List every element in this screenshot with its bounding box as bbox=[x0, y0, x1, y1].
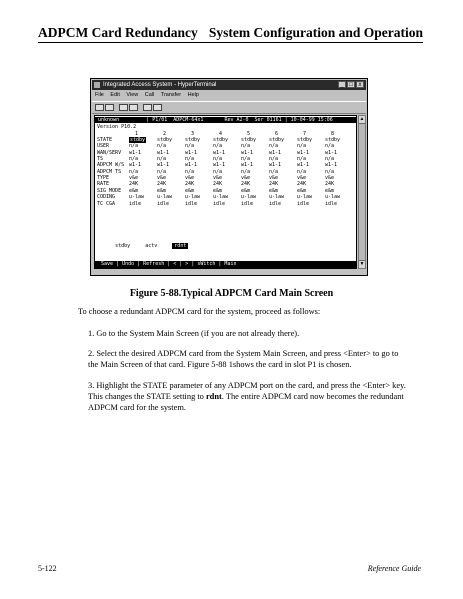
parameter-label: CODING bbox=[97, 194, 116, 201]
parameter-value[interactable]: u-law bbox=[325, 194, 341, 201]
rdnt-emphasis: rdnt bbox=[205, 392, 222, 401]
menu-edit[interactable]: Edit bbox=[110, 92, 120, 98]
parameter-value[interactable]: v&e bbox=[185, 175, 195, 182]
parameter-value[interactable]: e&m bbox=[185, 187, 195, 194]
parameter-value[interactable]: u-law bbox=[241, 194, 257, 201]
parameter-value[interactable]: w1-1 bbox=[185, 162, 198, 169]
parameter-label: WAN/SERV bbox=[97, 149, 122, 156]
parameter-label: TS bbox=[97, 156, 104, 163]
parameter-label: RATE bbox=[97, 181, 110, 188]
parameter-row bbox=[97, 201, 355, 207]
parameter-label: ADPCM TS bbox=[97, 168, 122, 175]
step-3-text: 3. Highlight the STATE parameter of any ADPCM port on the card, and press the <Enter> key. This changes the STATE setting to rdnt. The entire ADPCM card now becomes the redundant ADPCM card for the system. bbox=[88, 381, 406, 412]
header-rule bbox=[38, 42, 423, 43]
parameter-value[interactable]: e&m bbox=[213, 187, 223, 194]
app-icon bbox=[94, 82, 100, 88]
parameter-value[interactable]: n/a bbox=[325, 156, 335, 163]
parameter-value[interactable]: idle bbox=[129, 200, 142, 207]
parameter-label: STATE bbox=[97, 137, 113, 143]
parameter-value[interactable]: stdby bbox=[269, 137, 285, 143]
minimize-button[interactable]: _ bbox=[338, 81, 346, 88]
parameter-value[interactable]: w1-1 bbox=[157, 162, 170, 169]
window-titlebar bbox=[92, 80, 366, 90]
new-icon[interactable] bbox=[95, 104, 104, 111]
option-stdby[interactable]: stdby bbox=[115, 243, 131, 250]
parameter-value[interactable]: 24K bbox=[325, 181, 335, 188]
parameter-value[interactable]: idle bbox=[297, 200, 310, 207]
parameter-value[interactable]: idle bbox=[325, 200, 338, 207]
column-number: 5 bbox=[247, 130, 251, 137]
parameter-label: ADPCM W/S bbox=[97, 162, 125, 169]
column-number: 7 bbox=[303, 130, 307, 137]
menu-call[interactable]: Call bbox=[144, 92, 155, 98]
parameter-value[interactable]: e&m bbox=[157, 187, 167, 194]
terminal-top-line: unknown | P1/01 ADPCM-64x1 Rev A2-0 Ser 01161 | 10-04-99 15:06 bbox=[95, 117, 356, 123]
header-chapter-title: System Configuration and Operation bbox=[208, 25, 423, 40]
send-icon[interactable] bbox=[143, 104, 152, 111]
parameter-value[interactable]: n/a bbox=[297, 156, 307, 163]
parameter-value[interactable]: idle bbox=[269, 200, 282, 207]
parameter-value[interactable]: w1-1 bbox=[241, 162, 254, 169]
vertical-scrollbar[interactable] bbox=[358, 115, 366, 269]
column-number: 3 bbox=[191, 130, 195, 137]
column-number: 2 bbox=[163, 130, 167, 137]
book-title: Reference Guide bbox=[367, 564, 421, 573]
menu-file[interactable]: File bbox=[95, 92, 104, 98]
parameter-value[interactable]: n/a bbox=[129, 156, 139, 163]
maximize-button[interactable]: □ bbox=[347, 81, 355, 88]
parameter-value[interactable]: n/a bbox=[185, 143, 195, 150]
toolbar bbox=[92, 101, 366, 114]
option-actv[interactable]: actv bbox=[145, 243, 158, 250]
parameter-value[interactable]: w1-1 bbox=[185, 149, 198, 156]
parameter-value[interactable]: stdby bbox=[325, 137, 341, 143]
parameter-label: TC CGA bbox=[97, 200, 116, 207]
page-number: 5-122 bbox=[38, 564, 57, 573]
parameter-value[interactable]: w1-1 bbox=[157, 149, 170, 156]
terminal-screen[interactable] bbox=[94, 115, 357, 269]
parameter-value[interactable]: w1-1 bbox=[213, 149, 226, 156]
parameter-value[interactable]: n/a bbox=[157, 156, 167, 163]
figure-caption: Figure 5-88.Typical ADPCM Card Main Screen bbox=[129, 288, 334, 299]
parameter-value[interactable]: u-law bbox=[213, 194, 229, 201]
parameter-value[interactable]: idle bbox=[185, 200, 198, 207]
parameter-value[interactable]: n/a bbox=[185, 168, 195, 175]
menu-transfer[interactable]: Transfer bbox=[160, 92, 182, 98]
parameter-value[interactable]: n/a bbox=[269, 143, 279, 150]
parameter-label: SIG MODE bbox=[97, 187, 122, 194]
parameter-value[interactable]: n/a bbox=[297, 143, 307, 150]
parameter-value[interactable]: n/a bbox=[297, 168, 307, 175]
parameter-value[interactable]: v&e bbox=[213, 175, 223, 182]
parameter-value[interactable]: n/a bbox=[241, 156, 251, 163]
parameter-value[interactable]: w1-1 bbox=[297, 162, 310, 169]
parameter-value[interactable]: n/a bbox=[269, 156, 279, 163]
parameter-value[interactable]: stdby bbox=[213, 137, 229, 143]
parameter-label: USER bbox=[97, 143, 110, 150]
parameter-value[interactable]: v&e bbox=[325, 175, 335, 182]
step-2: 2. Select the desired ADPCM card from the System Main Screen, and press <Enter> to go to the Main Screen of that card. Figure 5-88 1shows the card in slot P1 is chosen. bbox=[88, 349, 399, 369]
parameter-value[interactable]: n/a bbox=[213, 156, 223, 163]
column-number: 4 bbox=[219, 130, 223, 137]
parameter-value[interactable]: 24K bbox=[185, 181, 195, 188]
parameter-value[interactable]: e&m bbox=[297, 187, 307, 194]
column-number: 1 bbox=[135, 130, 139, 137]
header-section-title: ADPCM Card Redundancy bbox=[38, 25, 198, 40]
parameter-value[interactable]: n/a bbox=[213, 168, 223, 175]
parameter-label: TYPE bbox=[97, 175, 110, 182]
parameter-value[interactable]: u-law bbox=[157, 194, 173, 201]
receive-icon[interactable] bbox=[153, 104, 162, 111]
disconnect-icon[interactable] bbox=[119, 104, 128, 111]
parameter-value[interactable]: v&e bbox=[269, 175, 279, 182]
parameter-value[interactable]: u-law bbox=[297, 194, 313, 201]
parameter-value[interactable]: n/a bbox=[185, 156, 195, 163]
parameter-value[interactable]: u-law bbox=[269, 194, 285, 201]
parameter-value[interactable]: n/a bbox=[269, 168, 279, 175]
parameter-value[interactable]: n/a bbox=[129, 143, 139, 150]
command-bar[interactable]: Save | Undo | Refresh | < | > | sWitch | Main bbox=[95, 261, 356, 268]
parameter-value[interactable]: n/a bbox=[157, 168, 167, 175]
scroll-up-icon[interactable]: ▲ bbox=[359, 117, 365, 122]
parameter-value[interactable]: n/a bbox=[157, 143, 167, 150]
column-number: 6 bbox=[275, 130, 279, 137]
parameter-value[interactable]: w1-1 bbox=[297, 149, 310, 156]
parameter-value[interactable]: n/a bbox=[241, 143, 251, 150]
parameter-value[interactable]: e&m bbox=[325, 187, 335, 194]
parameter-value[interactable]: stdby bbox=[241, 137, 257, 143]
close-button[interactable]: x bbox=[356, 81, 364, 88]
parameter-value[interactable]: n/a bbox=[129, 168, 139, 175]
properties-icon[interactable] bbox=[129, 104, 138, 111]
parameter-value[interactable]: stdby bbox=[157, 137, 173, 143]
parameter-value[interactable]: 24K bbox=[269, 181, 279, 188]
parameter-value[interactable]: 24K bbox=[241, 181, 251, 188]
state-options bbox=[97, 237, 188, 256]
hyperterminal-window bbox=[90, 78, 368, 276]
parameter-value[interactable]: w1-1 bbox=[241, 149, 254, 156]
parameter-value[interactable]: 24K bbox=[129, 181, 139, 188]
parameter-value[interactable]: v&e bbox=[241, 175, 251, 182]
menu-view[interactable]: View bbox=[126, 92, 139, 98]
parameter-value[interactable]: n/a bbox=[325, 143, 335, 150]
parameter-value[interactable]: idle bbox=[157, 200, 170, 207]
parameter-value[interactable]: u-law bbox=[129, 194, 145, 201]
intro-paragraph: To choose a redundant ADPCM card for the system, proceed as follows: bbox=[78, 307, 321, 316]
parameter-value[interactable]: n/a bbox=[325, 168, 335, 175]
parameter-value[interactable]: w1-1 bbox=[129, 162, 142, 169]
parameter-value[interactable]: w1-1 bbox=[129, 149, 142, 156]
parameter-value[interactable]: stdby bbox=[297, 137, 313, 143]
parameter-value[interactable]: n/a bbox=[213, 143, 223, 150]
open-icon[interactable] bbox=[105, 104, 114, 111]
parameter-value[interactable]: v&e bbox=[297, 175, 307, 182]
parameter-value[interactable]: w1-1 bbox=[325, 162, 338, 169]
version-line: Version P10.2 bbox=[97, 124, 137, 130]
window-title: Integrated Access System - HyperTerminal bbox=[103, 82, 217, 88]
parameter-value[interactable]: u-law bbox=[185, 194, 201, 201]
parameter-value[interactable]: e&m bbox=[269, 187, 279, 194]
step-3 bbox=[88, 380, 408, 413]
parameter-value[interactable]: idle bbox=[241, 200, 254, 207]
parameter-value[interactable]: w1-1 bbox=[213, 162, 226, 169]
parameter-value[interactable]: w1-1 bbox=[269, 149, 282, 156]
parameter-value[interactable]: idle bbox=[213, 200, 226, 207]
menu-help[interactable]: Help bbox=[187, 92, 199, 98]
parameter-value[interactable]: w1-1 bbox=[325, 149, 338, 156]
step-1: 1. Go to the System Main Screen (if you are not already there). bbox=[88, 329, 300, 338]
parameter-value[interactable]: 24K bbox=[297, 181, 307, 188]
parameter-value[interactable]: n/a bbox=[241, 168, 251, 175]
scroll-down-icon[interactable]: ▼ bbox=[359, 262, 365, 267]
menu-bar bbox=[92, 91, 366, 100]
column-number: 8 bbox=[331, 130, 335, 137]
parameter-value[interactable]: 24K bbox=[157, 181, 167, 188]
parameter-value[interactable]: e&m bbox=[129, 187, 139, 194]
parameter-value[interactable]: stdby bbox=[130, 137, 146, 143]
parameter-value[interactable]: 24K bbox=[213, 181, 223, 188]
option-rdnt[interactable]: rdnt bbox=[174, 243, 187, 250]
column-numbers bbox=[97, 131, 355, 137]
parameter-value[interactable]: w1-1 bbox=[269, 162, 282, 169]
parameter-value[interactable]: e&m bbox=[241, 187, 251, 194]
parameter-value[interactable]: v&e bbox=[129, 175, 139, 182]
parameter-value[interactable]: v&e bbox=[157, 175, 167, 182]
parameter-value[interactable]: stdby bbox=[185, 137, 201, 143]
